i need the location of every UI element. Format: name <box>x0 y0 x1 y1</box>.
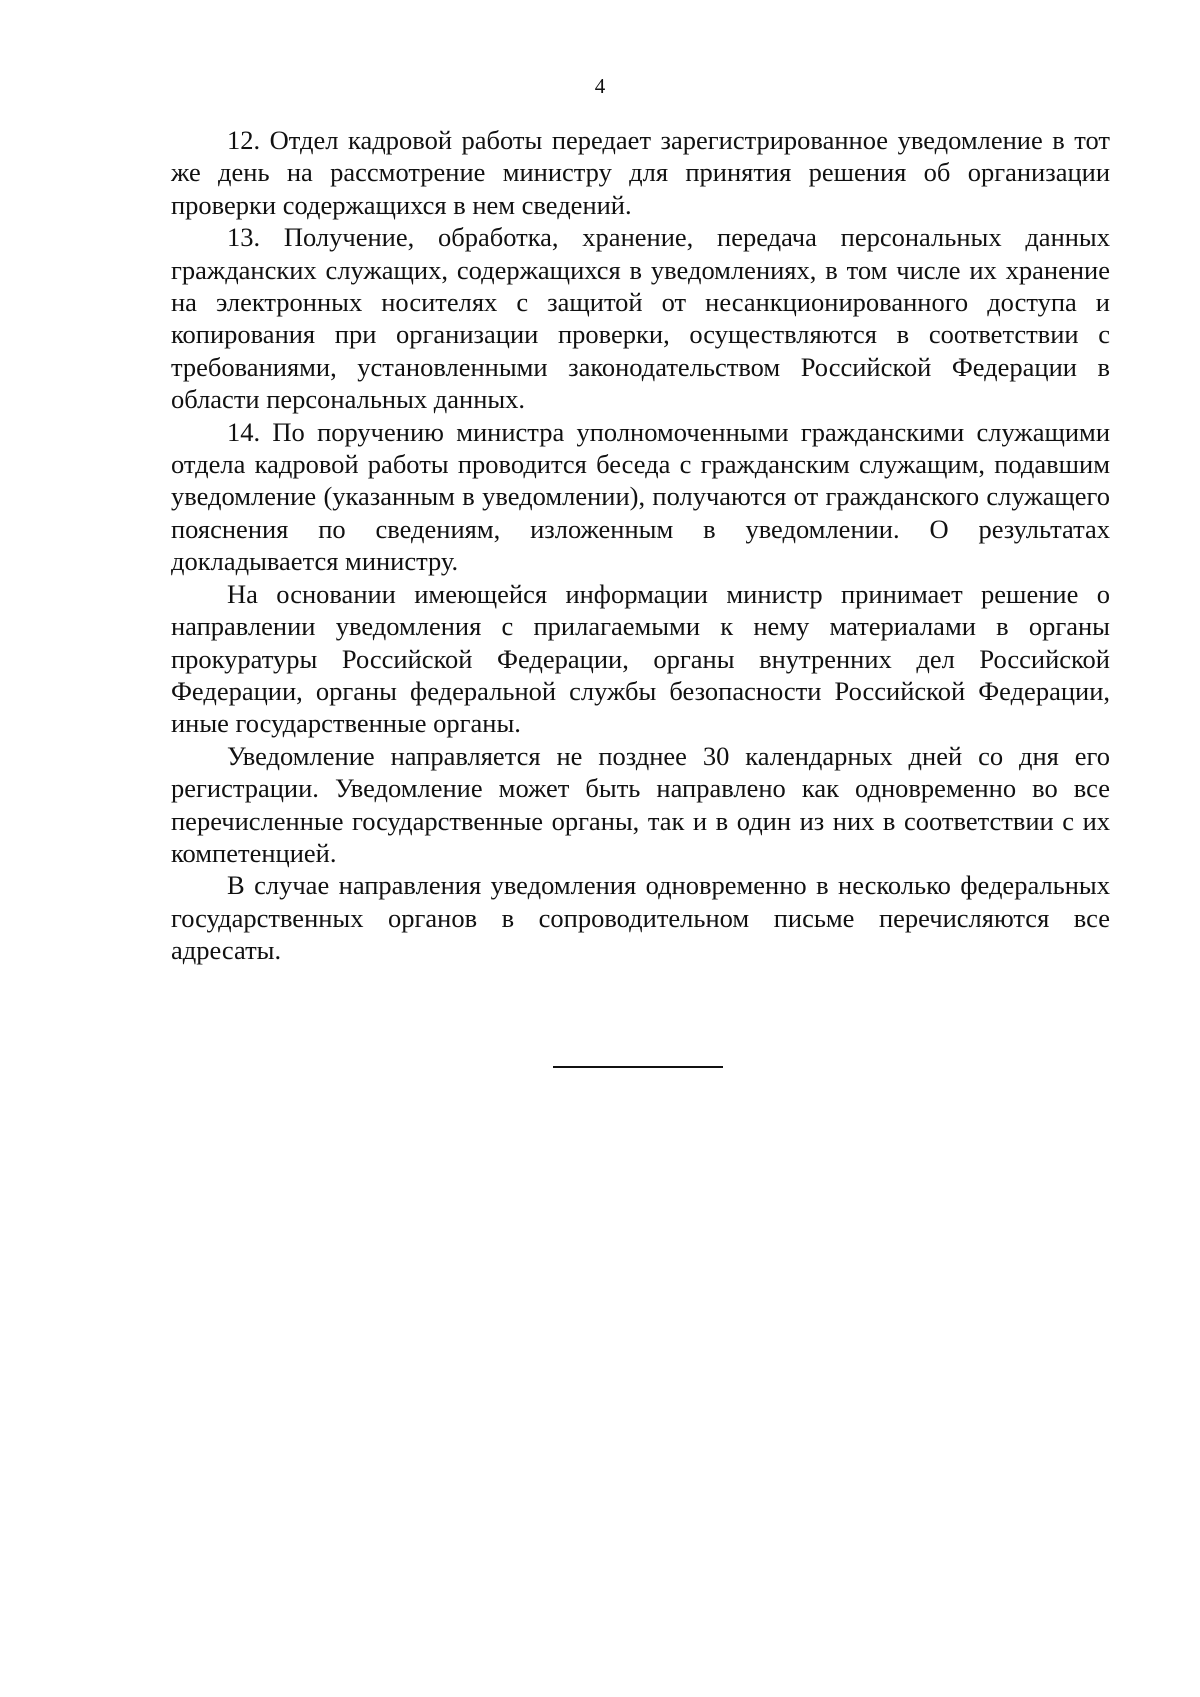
document-body <box>171 124 1110 967</box>
paragraph-12: 12. Отдел кадровой работы передает зарегистрированное уведомление в тот же день на рассмотрение министру для принятия решения об организации проверки содержащихся в нем сведений. <box>171 125 1110 220</box>
paragraph-decision: На основании имеющейся информации министр принимает решение о направлении уведомления с прилагаемыми к нему материалами в органы прокуратуры Российской Федерации, органы внутренних дел Российской Федерации, органы федеральной службы безопасности Российской Федерации, иные государственные органы. <box>171 578 1110 739</box>
end-of-document-rule <box>553 1066 723 1068</box>
page-number: 4 <box>594 74 606 98</box>
paragraph-addressees: В случае направления уведомления одновременно в несколько федеральных государственных органов в сопроводительном письме перечисляются все адресаты. <box>171 870 1110 966</box>
paragraph-14: 14. По поручению министра уполномоченными гражданскими служащими отдела кадровой работы проводится беседа с гражданским служащим, подавшим уведомление (указанным в уведомлении), получаются от гражданского служащего пояснения по сведениям, изложенным в уведомлении. О результатах докладывается министру. <box>171 416 1110 577</box>
paragraph-13: 13. Получение, обработка, хранение, передача персональных данных гражданских служащих, содержащихся в уведомлениях, в том числе их хранение на электронных носителях с защитой от несанкционированного доступа и копирования при организации проверки, осуществляются в соответствии с требованиями, установленными законодательством Российской Федерации в области персональных данных. <box>171 222 1110 415</box>
paragraph-deadline: Уведомление направляется не позднее 30 календарных дней со дня его регистрации. Уведомление может быть направлено как одновременно во все перечисленные государственные органы, так и в один из них в соответствии с их компетенцией. <box>171 740 1110 868</box>
